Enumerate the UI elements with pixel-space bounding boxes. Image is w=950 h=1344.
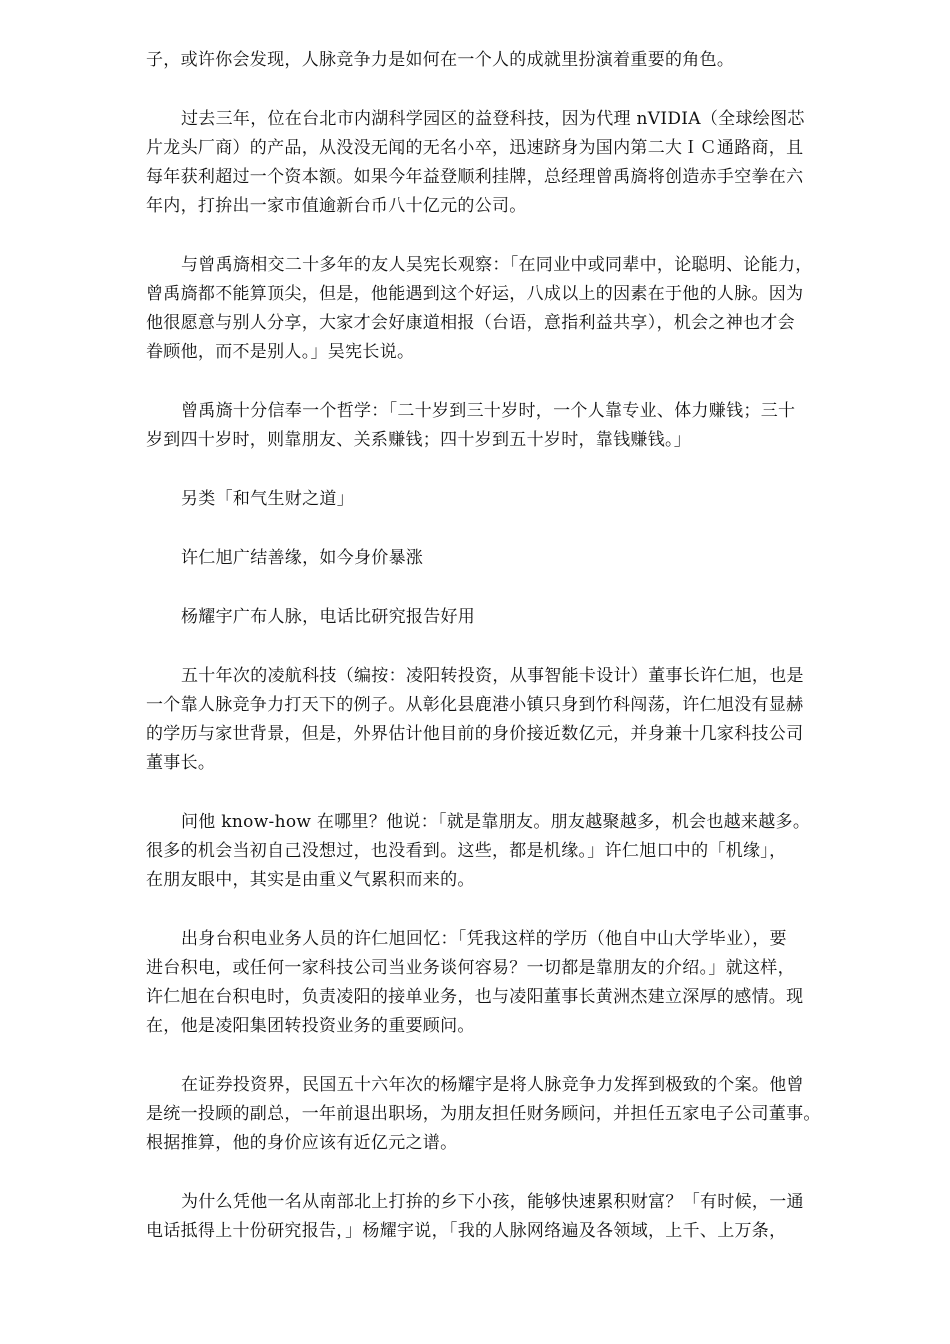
heading-text: 许仁旭广结善缘，如今身价暴涨	[181, 548, 424, 568]
sub-heading	[146, 603, 886, 632]
text-line: 为什么凭他一名从南部北上打拚的乡下小孩，能够快速累积财富？「有时候，一通	[181, 1192, 804, 1212]
text-line: 每年获利超过一个资本额。如果今年益登顺利挂牌，总经理曾禹旖将创造赤手空拳在六	[146, 167, 804, 187]
paragraph-philosophy	[146, 397, 886, 455]
text-line: 年内，打拚出一家市值逾新台币八十亿元的公司。	[146, 196, 527, 216]
text-line: 很多的机会当初自己没想过，也没看到。这些，都是机缘。」许仁旭口中的「机缘」，	[146, 841, 787, 861]
paragraph-yang-intro	[146, 1071, 886, 1158]
document-body	[146, 46, 886, 1276]
text-line: 根据推算，他的身价应该有近亿元之谱。	[146, 1133, 458, 1153]
text-line: 一个靠人脉竞争力打天下的例子。从彰化县鹿港小镇只身到竹科闯荡，许仁旭没有显赫	[146, 695, 804, 715]
text-line: 五十年次的凌航科技（编按：凌阳转投资，从事智能卡设计）董事长许仁旭，也是	[181, 666, 804, 686]
paragraph-xu-intro	[146, 662, 886, 778]
text-line: 眷顾他，而不是别人。」吴宪长说。	[146, 342, 415, 362]
text-line: 在，他是凌阳集团转投资业务的重要顾问。	[146, 1016, 475, 1036]
paragraph-wu-observation	[146, 251, 886, 367]
text-line: 与曾禹旖相交二十多年的友人吴宪长观察：「在同业中或同辈中，论聪明、论能力，	[181, 255, 813, 275]
text-line: 出身台积电业务人员的许仁旭回忆：「凭我这样的学历（他自中山大学毕业），要	[181, 929, 787, 949]
text-line: 董事长。	[146, 753, 216, 773]
text-line: 子，或许你会发现，人脉竞争力是如何在一个人的成就里扮演着重要的角色。	[146, 50, 735, 70]
paragraph-yang-phone	[146, 1188, 886, 1246]
text-line: 在证券投资界，民国五十六年次的杨耀宇是将人脉竞争力发挥到极致的个案。他曾	[181, 1075, 804, 1095]
paragraph-tsmc	[146, 925, 886, 1041]
text-line: 过去三年，位在台北市内湖科学园区的益登科技，因为代理 nVIDIA（全球绘图芯	[181, 109, 805, 129]
text-line: 电话抵得上十份研究报告，」杨耀宇说，「我的人脉网络遍及各领域，上千、上万条，	[146, 1221, 787, 1241]
text-line: 进台积电，或任何一家科技公司当业务谈何容易？一切都是靠朋友的介绍。」就这样，	[146, 958, 795, 978]
text-line: 曾禹旖都不能算顶尖，但是，他能遇到这个好运，八成以上的因素在于他的人脉。因为	[146, 284, 804, 304]
sub-heading	[146, 544, 886, 573]
paragraph-yideng	[146, 105, 886, 221]
text-line: 曾禹旖十分信奉一个哲学：「二十岁到三十岁时，一个人靠专业、体力赚钱；三十	[181, 401, 796, 421]
heading-text: 杨耀宇广布人脉，电话比研究报告好用	[181, 607, 476, 627]
text-line: 是统一投顾的副总，一年前退出职场，为朋友担任财务顾问，并担任五家电子公司董事。	[146, 1104, 821, 1124]
paragraph-know-how	[146, 808, 886, 895]
text-line: 许仁旭在台积电时，负责凌阳的接单业务，也与凌阳董事长黄洲杰建立深厚的感情。现	[146, 987, 804, 1007]
text-line: 片龙头厂商）的产品，从没没无闻的无名小卒，迅速跻身为国内第二大ＩＣ通路商，且	[146, 138, 804, 158]
text-line: 岁到四十岁时，则靠朋友、关系赚钱；四十岁到五十岁时，靠钱赚钱。」	[146, 430, 692, 450]
paragraph-continuation	[146, 46, 886, 75]
text-line: 问他 know-how 在哪里？他说：「就是靠朋友。朋友越聚越多，机会也越来越多。	[181, 812, 811, 832]
section-heading	[146, 485, 886, 514]
text-line: 他很愿意与别人分享，大家才会好康道相报（台语，意指利益共享），机会之神也才会	[146, 313, 795, 333]
text-line: 的学历与家世背景，但是，外界估计他目前的身价接近数亿元，并身兼十几家科技公司	[146, 724, 804, 744]
text-line: 在朋友眼中，其实是由重义气累积而来的。	[146, 870, 475, 890]
heading-text: 另类「和气生财之道」	[181, 489, 354, 509]
